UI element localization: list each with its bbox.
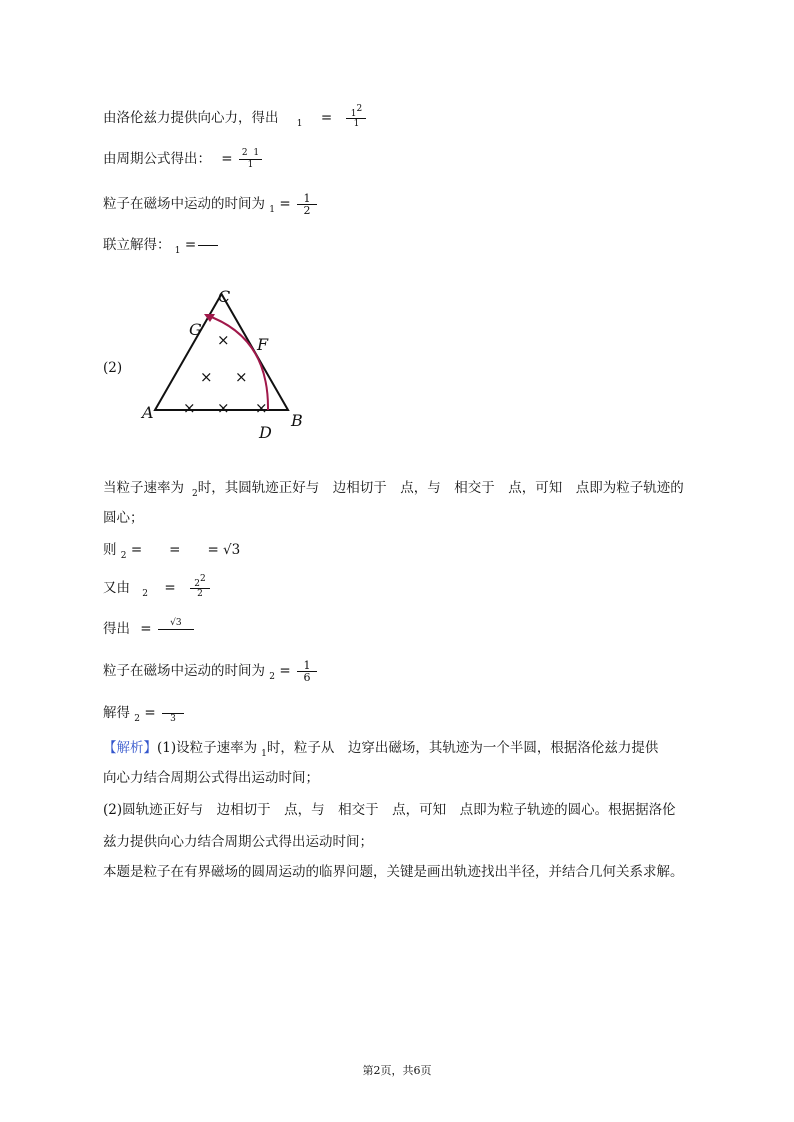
subscript: 2 [134,714,141,724]
text-a3: (2)圆轨迹正好与 边相切于 点，与 相交于 点，可知 点即为粒子轨迹的圆心。根据据洛伦 [103,802,676,818]
analysis-line-2 [103,768,319,788]
frac-den: 3 [170,714,176,724]
cross-mark: × [200,368,213,386]
frac-num: √3 [158,618,194,630]
text-l3: 粒子在磁场中运动的时间为 [103,196,265,212]
text-a1b: 时，粒子从 边穿出磁场，其轨迹为一个半圆，根据洛伦兹力提供 [266,740,659,756]
text-l1: 由洛伦兹力提供向心力，得出 [103,110,279,126]
text-l2: 由周期公式得出： [103,151,211,167]
text-line-5 [103,478,684,500]
particle-trajectory-arc [206,315,268,410]
text-a1: (1)设粒子速率为 [157,740,258,756]
magnetic-field-crosses [183,331,268,417]
frac-den [158,630,194,641]
subscript: 2 [120,551,127,561]
text-line-6 [103,508,144,528]
subscript: 2 [142,589,149,599]
text-l4: 联立解得： [103,237,171,253]
text-a2: 向心力结合周期公式得出运动时间； [103,770,319,786]
frac-den: 1 [353,119,360,129]
cross-mark: × [217,331,230,349]
digit: 2 [241,148,248,158]
text-l11: 解得 [103,705,130,721]
subscript: 1 [269,205,276,215]
frac-num [239,148,262,160]
eq-line-1 [103,104,368,130]
fraction [239,148,262,171]
label-f: F [257,335,269,354]
analysis-line-3 [103,800,676,820]
text-l9: 得出 [103,621,130,637]
superscript: 2 [199,574,206,584]
label-d: D [259,423,272,442]
equals: = [320,110,333,126]
equals: = [184,237,197,253]
cross-mark: × [255,399,268,417]
subscript: 1 [296,119,303,129]
cross-mark: × [217,399,230,417]
equals: = [140,621,152,637]
triangle-field-figure [138,282,318,442]
fraction [162,702,184,725]
frac-num [190,574,210,589]
superscript: 2 [356,104,363,114]
text-l5b: 时，其圆轨迹正好与 边相切于 点，与 相交于 点，可知 点即为粒子轨迹的 [197,480,684,496]
cross-mark: × [183,399,196,417]
eq-line-11 [103,702,186,725]
subscript: 2 [194,579,200,589]
equals: = [221,151,233,167]
text-a4: 兹力提供向心力结合周期公式得出运动时间； [103,834,373,850]
label-b: B [291,411,303,430]
equals: = [279,196,291,212]
eq-line-7 [103,540,240,562]
eq-line-2 [103,148,264,171]
subscript: 2 [269,672,276,682]
frac-den: 1 [247,160,254,170]
frac-num: 1 [297,193,317,205]
eq-line-10 [103,660,319,683]
text-l6: 圆心； [103,510,144,526]
text-a5: 本题是粒子在有界磁场的圆周运动的临界问题，关键是画出轨迹找出半径，并结合几何关系求解。 [103,864,684,880]
frac-den: 6 [303,671,311,684]
frac-num: 1 [297,660,317,672]
analysis-tag: 【解析】 [103,740,157,756]
frac-num [162,702,184,714]
subscript: 1 [261,749,267,759]
fraction [297,193,317,216]
analysis-line-5 [103,862,684,882]
vertex-labels [140,287,303,442]
label-c: C [218,287,231,306]
text-l5a: 当粒子速率为 [103,480,184,496]
digit: 1 [253,148,260,158]
part-2-label [103,358,122,378]
analysis-line-1 [103,738,658,760]
frac-num [346,104,366,119]
equation: = = = √3 [130,542,241,558]
text-part2: (2) [103,360,123,376]
equals: = [144,705,156,721]
eq-line-9 [103,618,196,641]
label-a: A [142,403,154,422]
equals: = [279,663,291,679]
page-footer: 第2页，共6页 [362,1064,432,1077]
frac-den: 2 [303,204,311,217]
eq-line-8 [103,574,212,600]
fraction [190,574,210,600]
cross-mark: × [235,368,248,386]
frac-den: 2 [197,589,203,599]
eq-line-3 [103,193,319,216]
fraction [158,618,194,641]
fraction [297,660,317,683]
subscript: 2 [192,489,198,499]
subscript: 1 [174,246,181,256]
text-l7: 则 [103,542,117,558]
label-g: G [189,320,202,339]
text-l10: 粒子在磁场中运动的时间为 [103,663,265,679]
eq-line-4 [103,235,218,257]
text-l8: 又由 [103,580,130,596]
fraction [346,104,366,130]
subscript: 1 [350,109,357,119]
analysis-line-4 [103,832,373,852]
fraction-bar [198,245,218,246]
equals: = [164,580,176,596]
